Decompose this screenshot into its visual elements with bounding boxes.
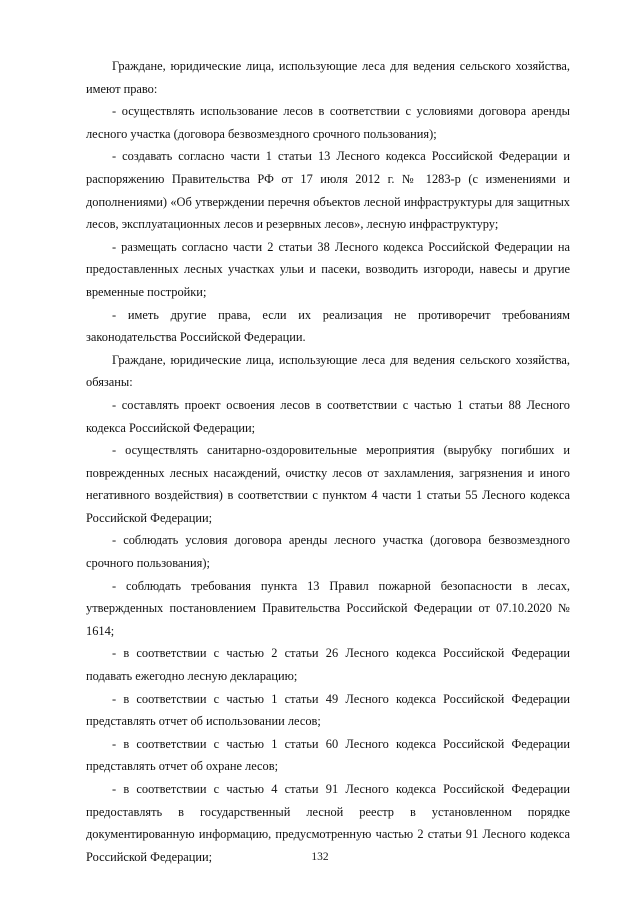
list-item-duty-usage-report: - в соответствии с частью 1 статьи 49 Лесного кодекса Российской Федерации представлять отчет об использовании лесов; [86,691,570,729]
list-item-right-other: - иметь другие права, если их реализация не противоречит требованиям законодательства Российской Федерации. [86,307,570,345]
document-body [86,55,570,868]
list-item-right-infrastructure: - создавать согласно части 1 статьи 13 Лесного кодекса Российской Федерации и распоряжению Правительства РФ от 17 июля 2012 г. № 1283-р (с изменениями и дополнениями) «Об утверждении перечня объектов лесной инфраструктуры для защитных лесов, эксплуатационных лесов и резервных лесов», лесную инфраструктуру; [86,149,570,232]
list-item-right-apiaries: - размещать согласно части 2 статьи 38 Лесного кодекса Российской Федерации на предоставленных лесных участках ульи и пасеки, возводить изгороди, навесы и другие временные постройки; [86,239,570,299]
page-number: 132 [311,851,329,863]
list-item-duty-project: - составлять проект освоения лесов в соответствии с частью 1 статьи 88 Лесного кодекса Российской Федерации; [86,397,570,435]
paragraph-duties-intro: Граждане, юридические лица, использующие леса для ведения сельского хозяйства, обязаны: [86,352,570,390]
list-item-duty-sanitary: - осуществлять санитарно-оздоровительные мероприятия (вырубку погибших и поврежденных лесных насаждений, очистку лесов от захламления, загрязнения и иного негативного воздействия) в соответствии с пунктом 4 части 1 статьи 55 Лесного кодекса Российской Федерации; [86,443,570,525]
paragraph-rights-intro: Граждане, юридические лица, использующие леса для ведения сельского хозяйства, имеют право: [86,59,570,96]
list-item-right-use: - осуществлять использование лесов в соответствии с условиями договора аренды лесного участка (договора безвозмездного срочного пользования); [86,104,570,141]
list-item-duty-contract: - соблюдать условия договора аренды лесного участка (договора безвозмездного срочного пользования); [86,533,570,571]
list-item-duty-fire-safety: - соблюдать требования пункта 13 Правил пожарной безопасности в лесах, утвержденных постановлением Правительства Российской Федерации от 07.10.2020 № 1614; [86,578,570,638]
list-item-duty-registry: - в соответствии с частью 4 статьи 91 Лесного кодекса Российской Федерации предоставлять в государственный лесной реестр в установленном порядке документированную информацию, предусмотренную частью 2 статьи 91 Лесного кодекса Российской Федерации; [86,782,570,864]
list-item-duty-protection-report: - в соответствии с частью 1 статьи 60 Лесного кодекса Российской Федерации представлять отчет об охране лесов; [86,736,570,774]
list-item-duty-declaration: - в соответствии с частью 2 статьи 26 Лесного кодекса Российской Федерации подавать ежегодно лесную декларацию; [86,646,570,684]
